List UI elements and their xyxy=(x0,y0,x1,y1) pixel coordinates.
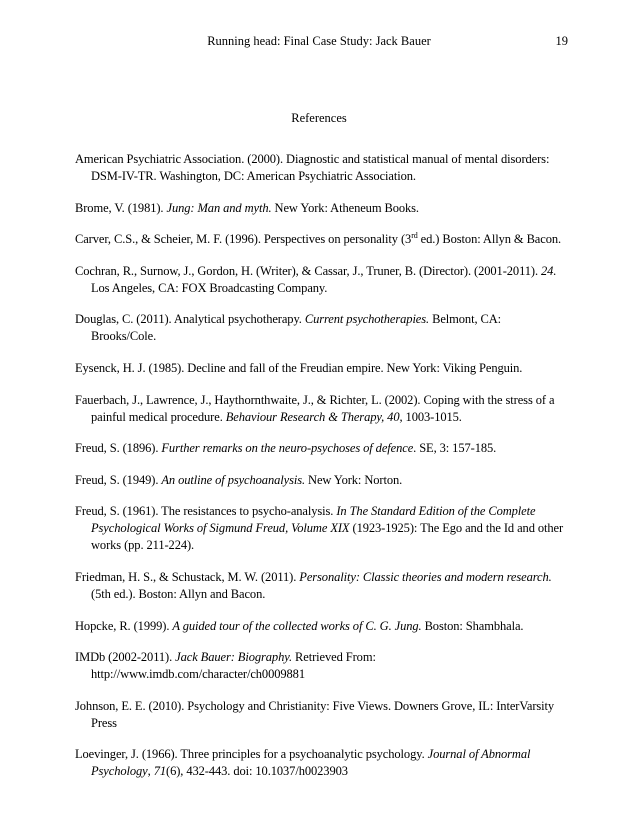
reference-text: Freud, S. (1949). xyxy=(75,472,162,487)
reference-italic-text: Journal of Abnormal Psychology xyxy=(91,747,531,779)
reference-text: Boston: Shambhala. xyxy=(421,618,524,633)
reference-italic-text: Further remarks on the neuro-psychoses of defence xyxy=(161,441,414,456)
reference-italic-text: Personality: Classic theories and modern research. xyxy=(299,569,552,584)
reference-text: . SE, 3: 157-185. xyxy=(413,441,497,456)
reference-list xyxy=(75,151,565,795)
reference-text: (6), 432-443. doi: 10.1037/h0023903 xyxy=(166,764,348,779)
page-number: 19 xyxy=(555,34,568,48)
reference-text: ed.) Boston: Allyn & Bacon. xyxy=(417,232,562,247)
reference-text: Belmont, CA: Brooks/Cole. xyxy=(91,312,502,344)
reference-entry xyxy=(75,200,565,217)
running-head: Running head: Final Case Study: Jack Bauer xyxy=(207,34,431,48)
reference-italic-text: Current psychotherapies. xyxy=(304,312,430,327)
reference-text: Los Angeles, CA: FOX Broadcasting Company. xyxy=(91,280,328,295)
reference-text: Loevinger, J. (1966). Three principles for a psychoanalytic psychology. xyxy=(75,747,428,762)
reference-entry xyxy=(75,392,565,426)
reference-text: Freud, S. (1896). xyxy=(75,441,162,456)
reference-italic-text: Jack Bauer: Biography. xyxy=(175,650,293,665)
reference-entry xyxy=(75,618,565,635)
references-heading: References xyxy=(291,111,347,125)
reference-entry xyxy=(75,569,565,603)
reference-italic-text: Behaviour Research & Therapy, 40, xyxy=(225,409,403,424)
reference-entry xyxy=(75,472,565,489)
reference-entry xyxy=(75,360,565,377)
reference-entry xyxy=(75,649,565,683)
reference-superscript: rd xyxy=(411,231,418,241)
reference-text: Cochran, R., Surnow, J., Gordon, H. (Writer), & Cassar, J., Truner, B. (Director). (2001-2011). xyxy=(75,263,542,278)
reference-text: , xyxy=(147,764,154,779)
reference-text: Retrieved From: http://www.imdb.com/character/ch0009881 xyxy=(91,650,376,682)
reference-text: Hopcke, R. (1999). xyxy=(75,618,173,633)
reference-text: (1923-1925): The Ego and the Id and other works (pp. 211-224). xyxy=(91,521,564,553)
reference-text: New York: Norton. xyxy=(305,472,403,487)
reference-italic-text: 24. xyxy=(541,263,557,278)
reference-text: New York: Atheneum Books. xyxy=(271,200,419,215)
reference-entry xyxy=(75,231,565,248)
reference-entry xyxy=(75,151,565,185)
reference-text: Freud, S. (1961). The resistances to psycho-analysis. xyxy=(75,504,337,519)
reference-entry xyxy=(75,698,565,732)
reference-text: Fauerbach, J., Lawrence, J., Haythornthwaite, J., & Richter, L. (2002). Coping with the stress of a painful medical procedure. xyxy=(75,392,555,424)
reference-italic-text: 71 xyxy=(153,764,166,779)
reference-entry xyxy=(75,746,565,780)
reference-text: (5th ed.). Boston: Allyn and Bacon. xyxy=(91,586,266,601)
reference-text: American Psychiatric Association. (2000). Diagnostic and statistical manual of mental disorders: DSM-IV-TR. Washington, DC: American Psychiatric Association. xyxy=(75,152,550,183)
reference-text: Friedman, H. S., & Schustack, M. W. (2011). xyxy=(75,569,300,584)
reference-italic-text: In The Standard Edition of the Complete Psychological Works of Sigmund Freud, Volume XIX xyxy=(91,504,536,536)
reference-entry xyxy=(75,263,565,297)
reference-text: Carver, C.S., & Scheier, M. F. (1996). Perspectives on personality (3 xyxy=(75,232,412,247)
reference-italic-text: Jung: Man and myth. xyxy=(166,200,272,215)
reference-text: 1003-1015. xyxy=(402,409,462,424)
reference-text: IMDb (2002-2011). xyxy=(75,650,176,665)
reference-entry xyxy=(75,311,565,345)
reference-text: Eysenck, H. J. (1985). Decline and fall of the Freudian empire. New York: Viking Penguin. xyxy=(75,360,523,375)
reference-text: Brome, V. (1981). xyxy=(75,200,167,215)
reference-text: Douglas, C. (2011). Analytical psychotherapy. xyxy=(75,312,305,327)
reference-entry xyxy=(75,440,565,457)
reference-text: Johnson, E. E. (2010). Psychology and Christianity: Five Views. Downers Grove, IL: InterVarsity Press xyxy=(75,698,555,730)
reference-italic-text: A guided tour of the collected works of C. G. Jung. xyxy=(172,618,422,633)
reference-entry xyxy=(75,503,565,554)
reference-italic-text: An outline of psychoanalysis. xyxy=(161,472,305,487)
